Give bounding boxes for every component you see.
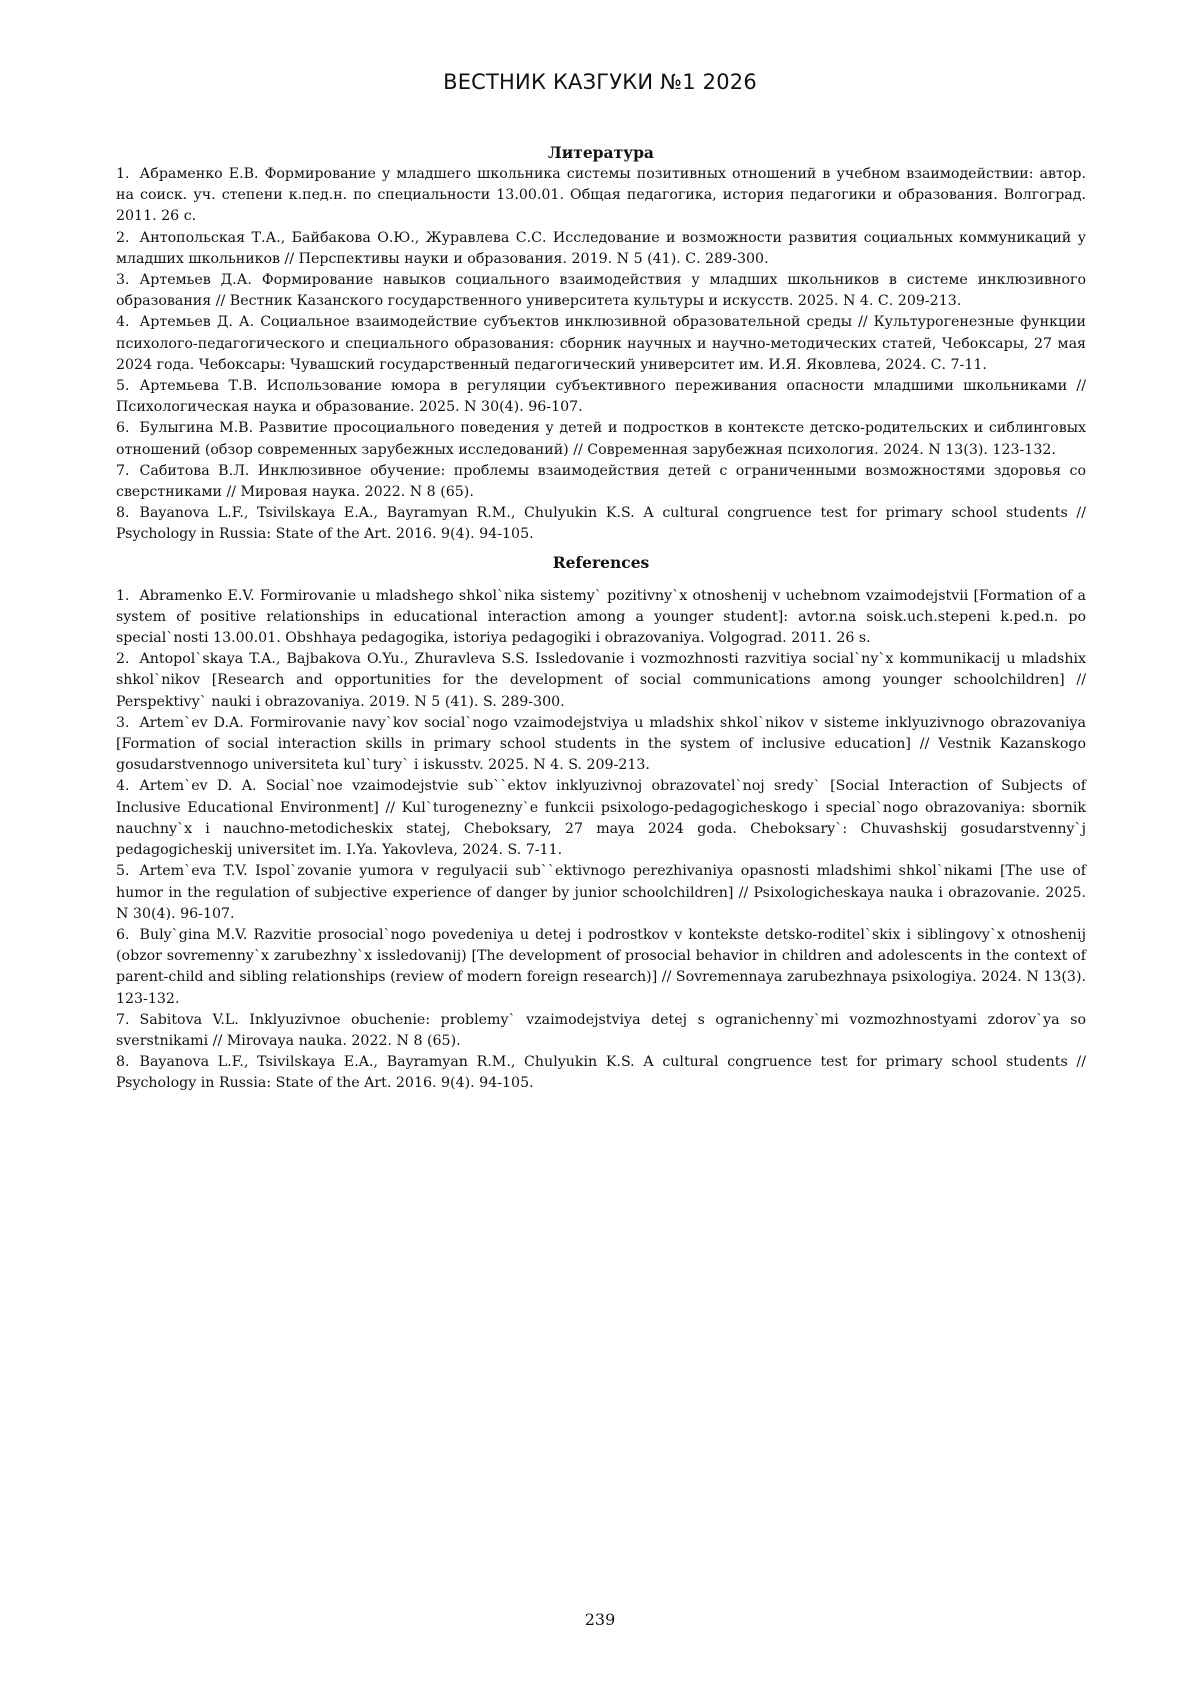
literature-item [116,312,1086,376]
literature-item [116,461,1086,503]
reference-item [116,925,1086,1010]
item-text: Сабитова В.Л. Инклюзивное обучение: проблемы взаимодействия детей с ограниченными возможностями здоровья со сверстниками // Мировая наука. 2022. N 8 (65). [116,462,1086,501]
reference-item [116,713,1086,777]
reference-item [116,861,1086,925]
item-number: 8. [116,505,130,522]
item-number: 7. [116,1011,130,1028]
literature-item [116,228,1086,270]
literature-item [116,164,1086,228]
item-number: 4. [116,314,130,331]
item-number: 6. [116,926,130,943]
item-text: Antopol`skaya T.A., Bajbakova O.Yu., Zhuravleva S.S. Issledovanie i vozmozhnosti razvitiya social`ny`x kommunikacij u mladshix shkol`nikov [Research and opportunities for the development of social communications among younger schoolchildren] // Perspektivy` nauki i obrazovaniya. 2019. N 5 (41). S. 289-300. [116,651,1086,710]
item-text: Artem`ev D. A. Social`noe vzaimodejstvie sub``ektov inklyuzivnoj obrazovatel`noj sredy` [Social Interaction of Subjects of Inclusive Educational Environment] // Kul`turogenezny`e funkcii psixologo-pedagogicheskogo i special`nogo obrazovaniya: sbornik nauchny`x i nauchno-metodicheskix statej, Cheboksary, 27 maya 2024 goda. Cheboksary`: Chuvashskij gosudarstvenny`j pedagogicheskij universitet im. I.Ya. Yakovleva, 2024. S. 7-11. [116,778,1086,859]
item-text: Булыгина М.В. Развитие просоциального поведения у детей и подростков в контексте детско-родительских и сиблинговых отношений (обзор современных зарубежных исследований) // Современная зарубежная психология. 2024. N 13(3). 123-132. [116,420,1086,458]
reference-item [116,586,1086,650]
literature-item [116,503,1086,545]
item-number: 6. [116,420,130,437]
literature-item [116,376,1086,418]
item-text: Artem`ev D.A. Formirovanie navy`kov social`nogo vzaimodejstviya u mladshix shkol`nikov v sisteme inklyuzivnogo obrazovaniya [Formation of social interaction skills in primary school students in the system of inclusive education] // Vestnik Kazanskogo gosudarstvennogo universiteta kul`tury` i iskusstv. 2025. N 4. S. 209-213. [116,714,1086,774]
literature-item [116,418,1086,460]
item-number: 8. [116,1054,130,1071]
literature-item [116,270,1086,312]
item-text: Артемьев Д. А. Социальное взаимодействие субъектов инклюзивной образовательной среды // Культурогенезные функции психолого-педагогического и специального образования: сборник научных и научно-методических статей, Чебоксары, 27 мая 2024 года. Чебоксары: Чувашский государственный педагогический университет им. И.Я. Яковлева, 2024. С. 7-11. [116,314,1086,373]
item-text: Артемьева Т.В. Использование юмора в регуляции субъективного переживания опасности младшими школьниками // Психологическая наука и образование. 2025. N 30(4). 96-107. [116,378,1086,416]
literature-list [116,164,1086,546]
item-number: 2. [116,651,130,668]
item-text: Artem`eva T.V. Ispol`zovanie yumora v regulyacii sub``ektivnogo perezhivaniya opasnosti mladshimi shkol`nikami [The use of humor in the regulation of subjective experience of danger by junior schoolchildren] // Psixologicheskaya nauka i obrazovanie. 2025. N 30(4). 96-107. [116,863,1086,922]
item-text: Артемьев Д.А. Формирование навыков социального взаимодействия у младших школьников в системе инклюзивного образования // Вестник Казанского государственного университета культуры и искусств. 2025. N 4. С. 209-213. [116,272,1086,310]
reference-item [116,1010,1086,1052]
item-number: 4. [116,778,130,795]
item-number: 5. [116,378,130,395]
item-number: 1. [116,587,130,604]
item-text: Abramenko E.V. Formirovanie u mladshego shkol`nika sistemy` pozitivny`x otnoshenij v uchebnom vzaimodejstvii [Formation of a system of positive relationships in educational interaction among a younger student]: avtor.na soisk.uch.stepeni k.ped.n. po special`nosti 13.00.01. Obshhaya pedagogika, istoriya pedagogiki i obrazovaniya. Volgograd. 2011. 26 s. [116,587,1086,647]
item-text: Антопольская Т.А., Байбакова О.Ю., Журавлева С.С. Исследование и возможности развития социальных коммуникаций у младших школьников // Перспективы науки и образования. 2019. N 5 (41). С. 289-300. [116,229,1086,267]
item-number: 2. [116,229,130,246]
item-number: 3. [116,272,130,289]
reference-item [116,1052,1086,1094]
journal-header: ВЕСТНИК КАЗГУКИ №1 2026 [443,70,757,94]
item-text: Buly`gina M.V. Razvitie prosocial`nogo povedeniya u detej i podrostkov v kontekste detsko-roditel`skix i siblingovy`x otnoshenij (obzor sovremenny`x zarubezhny`x issledovanij) [The development of prosocial behavior in children and adolescents in the context of parent-child and sibling relationships (review of modern foreign research)] // Sovremennaya zarubezhnaya psixologiya. 2024. N 13(3). 123-132. [116,926,1086,1007]
page-number: 239 [584,1610,616,1629]
reference-item [116,649,1086,713]
literature-title: Литература [548,143,654,162]
item-number: 7. [116,462,130,479]
item-text: Абраменко Е.В. Формирование у младшего школьника системы позитивных отношений в учебном взаимодействии: автор. на соиск. уч. степени к.пед.н. по специальности 13.00.01. Общая педагогика, история педагогики и образования. Волгоград. 2011. 26 с. [116,166,1086,225]
references-list [116,586,1086,1095]
item-text: Bayanova L.F., Tsivilskaya E.A., Bayramyan R.M., Chulyukin K.S. A cultural congruence test for primary school students // Psychology in Russia: State of the Art. 2016. 9(4). 94-105. [116,1054,1086,1092]
item-text: Bayanova L.F., Tsivilskaya E.A., Bayramyan R.M., Chulyukin K.S. A cultural congruence test for primary school students // Psychology in Russia: State of the Art. 2016. 9(4). 94-105. [116,505,1086,543]
item-number: 3. [116,714,130,731]
item-number: 1. [116,166,130,182]
reference-item [116,776,1086,861]
references-title: References [552,552,650,572]
item-number: 5. [116,863,130,880]
content-area [116,142,1086,1095]
item-text: Sabitova V.L. Inklyuzivnoe obuchenie: problemy` vzaimodejstviya detej s ogranichenny`mi vozmozhnostyami zdorov`ya so sverstnikami // Mirovaya nauka. 2022. N 8 (65). [116,1011,1086,1049]
